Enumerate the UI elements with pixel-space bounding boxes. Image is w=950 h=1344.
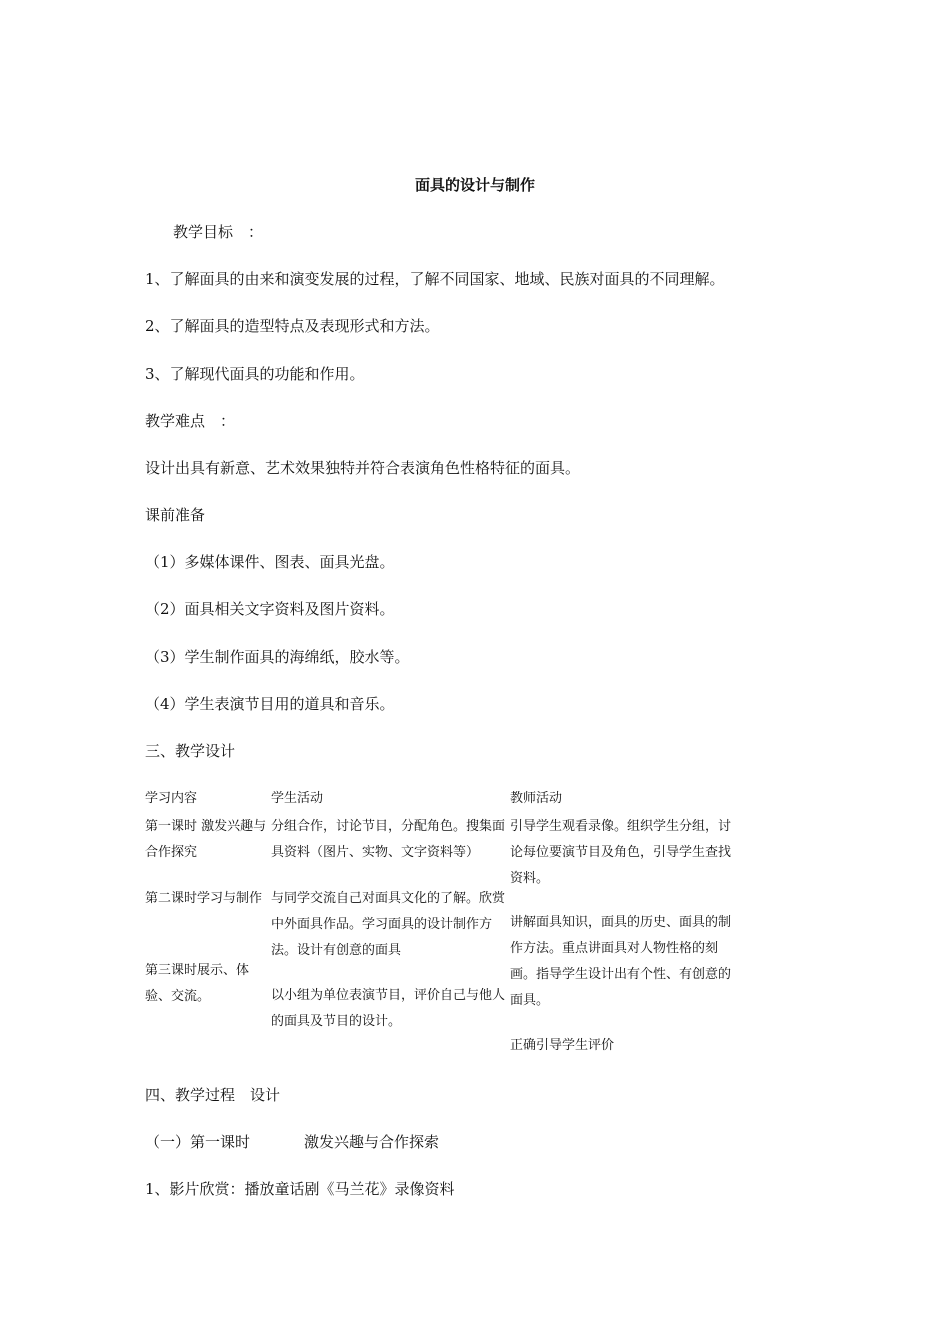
table-header-student: 学生活动 <box>271 791 324 806</box>
table-cell-lesson-1: 第一课时 激发兴趣与合作探究 <box>145 819 267 860</box>
table-cell-teacher-3: 正确引导学生评价 <box>510 1038 615 1053</box>
preparation-item-2: （2）面具相关文字资料及图片资料。 <box>145 600 395 618</box>
objectives-heading: 教学目标 ： <box>173 223 264 241</box>
lesson1-title: 激发兴趣与合作探索 <box>304 1133 440 1151</box>
objective-item-3: 3、了解现代面具的功能和作用。 <box>145 365 365 383</box>
difficulty-heading: 教学难点 ： <box>145 412 236 430</box>
objective-item-2: 2、了解面具的造型特点及表现形式和方法。 <box>145 317 440 335</box>
table-cell-student-3: 以小组为单位表演节目，评价自己与他人的面具及节目的设计。 <box>271 988 506 1029</box>
table-cell-teacher-1: 引导学生观看录像。组织学生分组，讨论每位要演节目及角色，引导学生查找资料。 <box>510 819 732 886</box>
preparation-heading: 课前准备 <box>145 506 206 524</box>
table-cell-teacher-2: 讲解面具知识，面具的历史、面具的制作方法。重点讲面具对人物性格的刻画。指导学生设计出有个性、有创意的面具。 <box>510 915 732 1008</box>
objective-item-1: 1、了解面具的由来和演变发展的过程，了解不同国家、地域、民族对面具的不同理解。 <box>145 270 725 288</box>
difficulty-text: 设计出具有新意、艺术效果独特并符合表演角色性格特征的面具。 <box>145 459 581 477</box>
table-cell-student-2: 与同学交流自己对面具文化的了解。欣赏中外面具作品。学习面具的设计制作方法。设计有创意的面具 <box>271 891 506 958</box>
step-1: 1、影片欣赏：播放童话剧《马兰花》录像资料 <box>145 1180 455 1198</box>
preparation-item-4: （4）学生表演节目用的道具和音乐。 <box>145 695 395 713</box>
preparation-item-3: （3）学生制作面具的海绵纸，胶水等。 <box>145 648 410 666</box>
preparation-item-1: （1）多媒体课件、图表、面具光盘。 <box>145 553 395 571</box>
table-cell-lesson-2: 第二课时学习与制作 <box>145 891 263 906</box>
process-heading: 四、教学过程 设计 <box>145 1086 281 1104</box>
lesson1-label: （一）第一课时 <box>145 1133 251 1151</box>
design-heading: 三、教学设计 <box>145 742 236 760</box>
page-title: 面具的设计与制作 <box>414 176 535 194</box>
table-cell-lesson-3: 第三课时展示、体验、交流。 <box>145 963 250 1004</box>
table-header-content: 学习内容 <box>145 791 198 806</box>
table-header-teacher: 教师活动 <box>510 791 563 806</box>
table-cell-student-1: 分组合作，讨论节目，分配角色。搜集面具资料（图片、实物、文字资料等） <box>271 819 506 860</box>
